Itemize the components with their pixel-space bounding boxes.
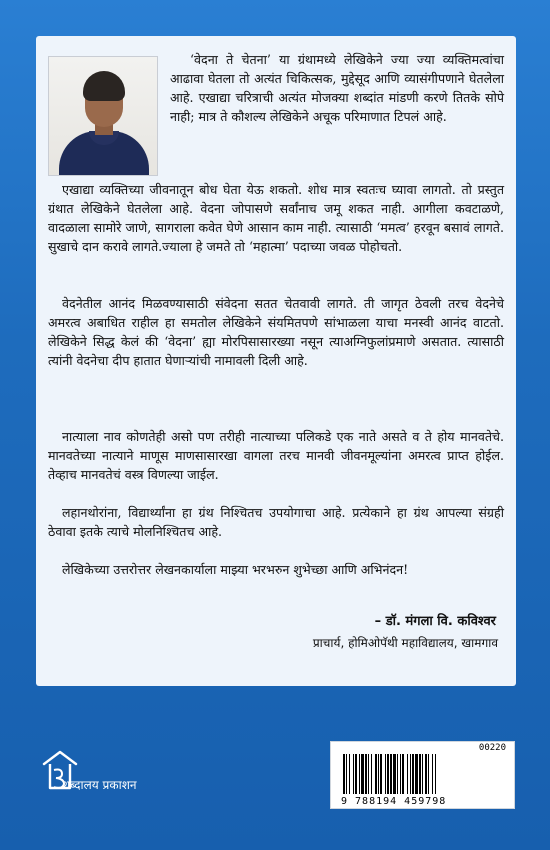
review-paragraph-4: नात्याला नाव कोणतेही असो पण तरीही नात्याच्या पलिकडे एक नाते असते व ते होय मानवतेचे. मानवतेच्या नात्याने माणूस माणसासारखा वागला तरच मानवी जीवनमूल्यांना अमरत्व प्राप्त होईल. तेव्हाच मानवतेचं वस्त्र विणल्या जाईल.	[48, 429, 504, 482]
reviewer-designation: प्राचार्य, होमिओपॅथी महाविद्यालय, खामगाव	[312, 636, 498, 650]
publisher-name: शब्दालय प्रकाशन	[62, 778, 137, 792]
barcode-isbn: 9 788194 459798	[341, 796, 447, 807]
review-paragraph-1: ‘वेदना ते चेतना’ या ग्रंथामध्ये लेखिकेने ज्या ज्या व्यक्तिमत्वांचा आढावा घेतला तो अत्यंत चिकित्सक, मुद्देसूद आणि व्यासंगीपणाने घेतलेला आहे. एखाद्या चरित्राची अत्यंत मोजक्या शब्दांत मांडणी करणे तितके सोपे नाही; मात्र ते कौशल्य लेखिकेने अचूक परिमाणात टिपलं आहे.	[170, 52, 504, 124]
author-photo	[48, 56, 158, 176]
review-paragraph-5: लहानथोरांना, विद्यार्थ्यांना हा ग्रंथ निश्चितच उपयोगाचा आहे. प्रत्येकाने हा ग्रंथ आपल्या संग्रही ठेवावा इतके त्याचे मोलनिश्चितच आहे.	[48, 505, 504, 539]
barcode-bars	[341, 754, 506, 794]
review-paragraph-2: एखाद्या व्यक्तिच्या जीवनातून बोध घेता येऊ शकतो. शोध मात्र स्वतःच घ्यावा लागतो. तो प्रस्तुत ग्रंथात लेखिकेने घेतलेला आहे. वेदना जोपासणे सर्वांनाच जमू शकत नाही. आगीला कवटाळणे, वादळाला सामोरे जाणे, सागराला कवेत घेणे आसान काम नाही. त्यासाठी ‘ममत्व’ हरवून बसावं लागते. सुखाचे दान करावे लागते.ज्याला हे जमते तो ‘महात्मा’ पदाच्या जवळ पोहोचतो.	[48, 182, 504, 254]
review-panel	[36, 36, 516, 686]
barcode	[330, 741, 515, 809]
barcode-price-code: 00220	[478, 743, 506, 753]
review-paragraph-6: लेखिकेच्या उत्तरोत्तर लेखनकार्याला माझ्या भरभरुन शुभेच्छा आणि अभिनंदन!	[62, 562, 409, 577]
review-paragraph-3: वेदनेतील आनंद मिळवण्यासाठी संवेदना सतत चेतवावी लागते. ती जागृत ठेवली तरच वेदनेचे अमरत्व अबाधित राहील हा समतोल लेखिकेने संयमितपणे सांभाळला याचा मनस्वी आनंद वाटतो. लेखिकेने सिद्ध केलं की ‘वेदना’ ह्या मोरपिसासारख्या नसून त्याअग्निफुलांप्रमाणे असतात. त्यासाठी त्यांनी वेदनेचा दीप हातात घेणाऱ्यांची नामावली दिली आहे.	[48, 296, 504, 368]
reviewer-signature: – डॉ. मंगला वि. कविश्वर	[374, 614, 496, 629]
